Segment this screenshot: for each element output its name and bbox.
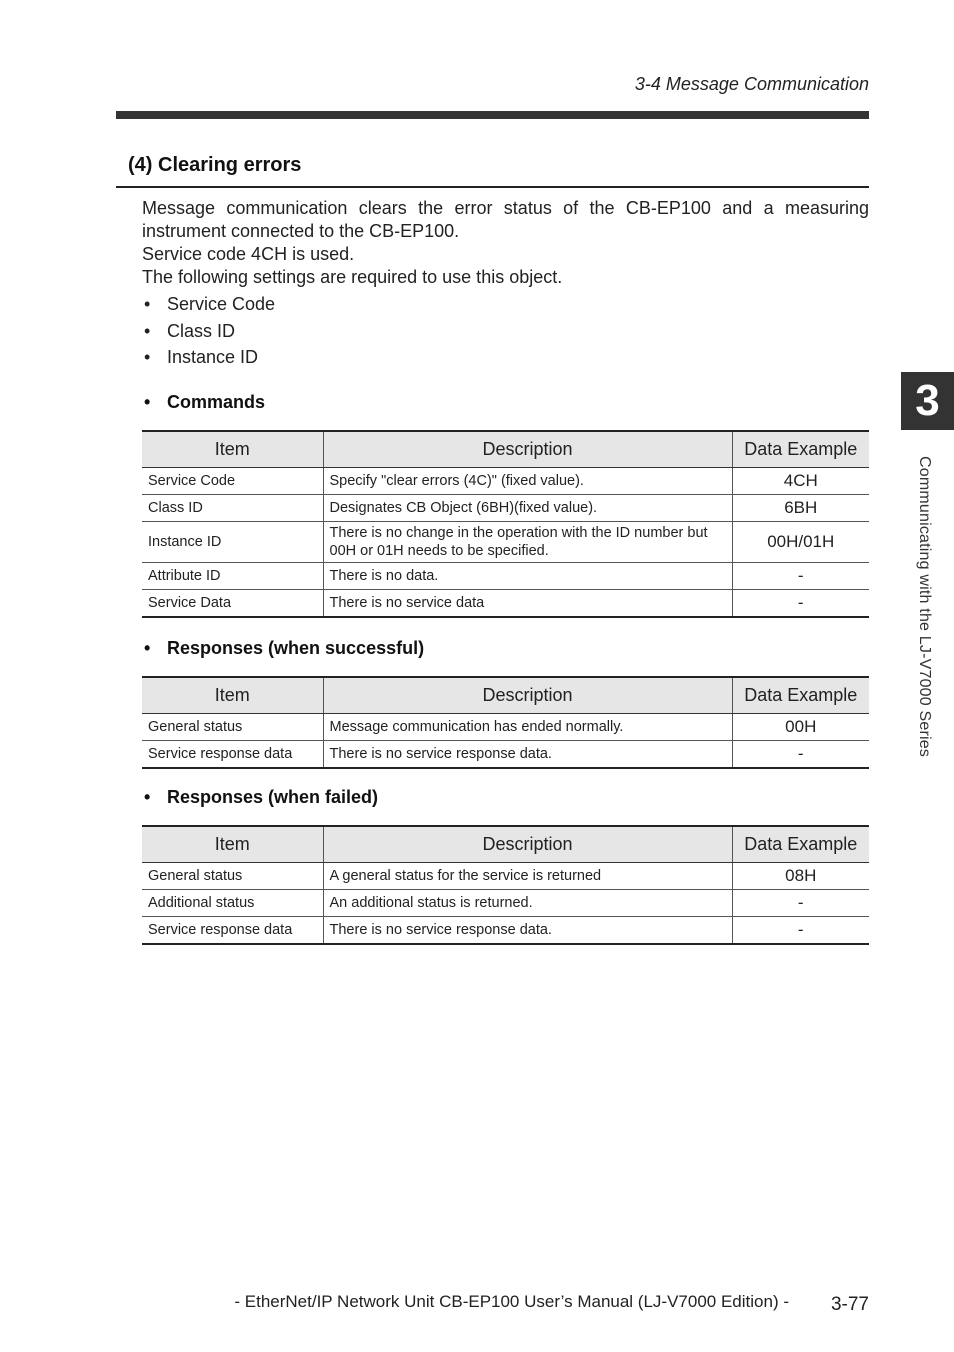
list-item: • Class ID — [142, 318, 869, 345]
data-example-cell: 00H/01H — [732, 522, 869, 563]
table-row — [142, 468, 869, 495]
page-number: 3-77 — [830, 1294, 869, 1315]
data-example-cell: 00H — [732, 714, 869, 741]
bullet-icon: • — [144, 392, 151, 412]
chapter-tab — [901, 372, 954, 430]
table-row — [142, 590, 869, 618]
table-row — [142, 890, 869, 917]
item-cell: Attribute ID — [142, 563, 323, 590]
responses-failed-heading — [142, 787, 378, 808]
item-cell: Class ID — [142, 495, 323, 522]
table-row — [142, 522, 869, 563]
data-example-cell: 4CH — [732, 468, 869, 495]
column-header-item: Item — [142, 431, 323, 468]
column-header-data-example: Data Example — [732, 677, 869, 714]
section-title-rule — [116, 186, 869, 188]
description-cell: A general status for the service is returned — [323, 863, 732, 890]
list-item: • Service Code — [142, 291, 869, 318]
intro-paragraph: Service code 4CH is used. — [142, 244, 355, 264]
table-header-row — [142, 826, 869, 863]
section-title: (4) Clearing errors — [128, 154, 302, 176]
item-cell: Service Code — [142, 468, 323, 495]
data-example-cell: 08H — [732, 863, 869, 890]
column-header-data-example: Data Example — [732, 431, 869, 468]
data-example-cell: 6BH — [732, 495, 869, 522]
data-example-cell: - — [732, 741, 869, 769]
table-row — [142, 741, 869, 769]
chapter-side-label: Communicating with the LJ-V7000 Series — [916, 456, 933, 758]
commands-table — [142, 430, 869, 618]
data-example-cell: - — [732, 590, 869, 618]
intro-paragraph: The following settings are required to use this object. — [142, 267, 563, 287]
running-header: 3-4 Message Communication — [634, 74, 869, 94]
table-row — [142, 863, 869, 890]
description-cell: There is no service response data. — [323, 741, 732, 769]
header-rule — [116, 111, 869, 119]
table-row — [142, 714, 869, 741]
responses-failed-heading-text: Responses (when failed) — [167, 787, 379, 807]
data-example-cell: - — [732, 890, 869, 917]
required-settings-list — [142, 291, 869, 371]
intro-text — [142, 197, 869, 371]
description-cell: There is no data. — [323, 563, 732, 590]
commands-heading-text: Commands — [167, 392, 266, 412]
table-header-row — [142, 431, 869, 468]
item-cell: Service response data — [142, 741, 323, 769]
table-row — [142, 563, 869, 590]
description-cell: There is no service data — [323, 590, 732, 618]
responses-success-table — [142, 676, 869, 769]
description-cell: There is no change in the operation with the ID number but 00H or 01H needs to be specified. — [323, 522, 732, 563]
description-cell: Message communication has ended normally. — [323, 714, 732, 741]
item-cell: Service response data — [142, 917, 323, 945]
responses-failed-table — [142, 825, 869, 945]
item-cell: Additional status — [142, 890, 323, 917]
item-cell: Service Data — [142, 590, 323, 618]
commands-heading — [142, 392, 265, 413]
table-row — [142, 495, 869, 522]
description-cell: Specify "clear errors (4C)" (fixed value). — [323, 468, 732, 495]
column-header-item: Item — [142, 826, 323, 863]
column-header-description: Description — [323, 677, 732, 714]
column-header-data-example: Data Example — [732, 826, 869, 863]
description-cell: There is no service response data. — [323, 917, 732, 945]
item-cell: General status — [142, 863, 323, 890]
bullet-icon: • — [144, 638, 151, 658]
table-row — [142, 917, 869, 945]
column-header-item: Item — [142, 677, 323, 714]
responses-success-heading — [142, 638, 424, 659]
list-item: • Instance ID — [142, 344, 869, 371]
data-example-cell: - — [732, 563, 869, 590]
description-cell: Designates CB Object (6BH)(fixed value). — [323, 495, 732, 522]
data-example-cell: - — [732, 917, 869, 945]
footer-manual-title: - EtherNet/IP Network Unit CB-EP100 User’s Manual (LJ-V7000 Edition) - — [234, 1292, 789, 1311]
column-header-description: Description — [323, 826, 732, 863]
responses-success-heading-text: Responses (when successful) — [167, 638, 425, 658]
intro-paragraph: Message communication clears the error status of the CB-EP100 and a measuring instrument connected to the CB-EP100. — [142, 198, 869, 241]
chapter-number: 3 — [915, 376, 940, 425]
bullet-icon: • — [144, 787, 151, 807]
table-header-row — [142, 677, 869, 714]
column-header-description: Description — [323, 431, 732, 468]
item-cell: Instance ID — [142, 522, 323, 563]
description-cell: An additional status is returned. — [323, 890, 732, 917]
item-cell: General status — [142, 714, 323, 741]
